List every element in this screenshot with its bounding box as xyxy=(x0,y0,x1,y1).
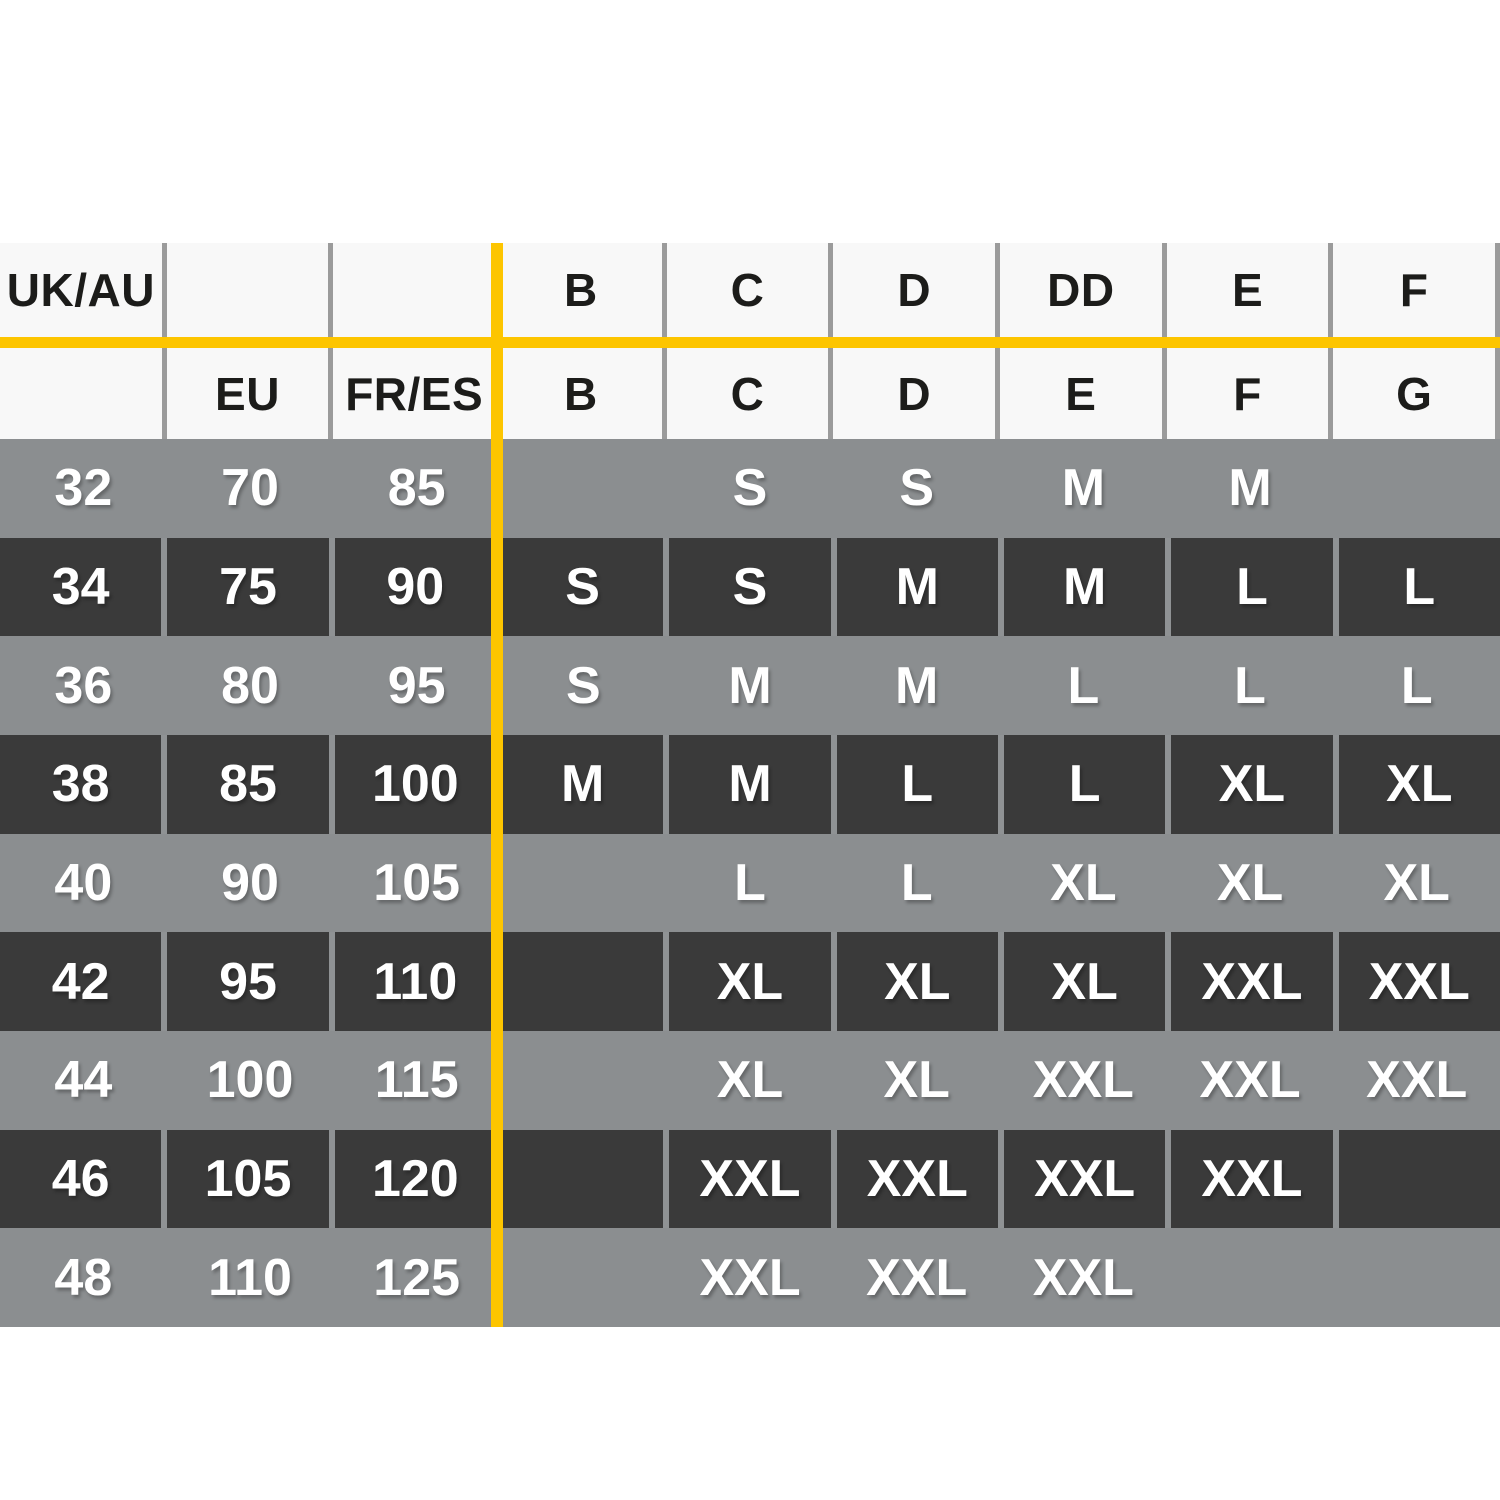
size-cell-r8-c6: XXL xyxy=(1032,1248,1134,1307)
size-cell-r5-c7: XXL xyxy=(1171,932,1338,1031)
size-cell-r7-c2: 120 xyxy=(335,1130,502,1229)
band-header-cell-2 xyxy=(333,243,500,337)
size-cell-r3-c3: M xyxy=(502,735,669,834)
region-header-cell-3: B xyxy=(500,348,667,439)
size-cell-r5-c6: XL xyxy=(1004,932,1171,1031)
size-cell-r1-c7: L xyxy=(1171,538,1338,637)
size-cell-r4-c3 xyxy=(500,834,667,933)
size-cell-r4-c4: L xyxy=(734,854,766,913)
size-cell-r5-c5: XL xyxy=(837,932,1004,1031)
size-row-34 xyxy=(0,538,1500,637)
size-cell-r7-c0: 46 xyxy=(0,1130,167,1229)
size-cell-r7-c8 xyxy=(1339,1130,1500,1229)
size-cell-r8-c7 xyxy=(1167,1228,1334,1327)
band-header-cell-0: UK/AU xyxy=(0,243,167,337)
size-row-32 xyxy=(0,439,1500,538)
region-header-cell-0 xyxy=(0,348,167,439)
size-cell-r2-c2: 95 xyxy=(387,656,446,715)
size-cell-r6-c8: XXL xyxy=(1366,1051,1468,1110)
size-cell-r6-c6: XXL xyxy=(1032,1051,1134,1110)
size-cell-r6-c7: XXL xyxy=(1199,1051,1301,1110)
size-cell-r3-c8: XL xyxy=(1339,735,1500,834)
band-header-cell-3: B xyxy=(500,243,667,337)
yellow-horizontal-divider xyxy=(0,337,1500,348)
size-cell-r1-c6: M xyxy=(1004,538,1171,637)
size-cell-r2-c1: 80 xyxy=(221,656,279,715)
size-cell-r2-c3: S xyxy=(566,656,601,715)
region-header-cell-8: G xyxy=(1333,348,1500,439)
size-cell-r4-c1: 90 xyxy=(221,854,279,913)
header-row-band-sizes xyxy=(0,243,1500,337)
size-cell-r8-c5: XXL xyxy=(866,1248,968,1307)
size-cell-r1-c4: S xyxy=(669,538,836,637)
size-cell-r3-c6: L xyxy=(1004,735,1171,834)
size-cell-r3-c5: L xyxy=(837,735,1004,834)
size-row-48 xyxy=(0,1228,1500,1327)
size-cell-r1-c1: 75 xyxy=(167,538,334,637)
size-cell-r2-c6: L xyxy=(1067,656,1100,715)
band-header-cell-1 xyxy=(167,243,334,337)
size-cell-r0-c3 xyxy=(500,439,667,538)
size-cell-r8-c1: 110 xyxy=(208,1248,292,1307)
size-cell-r5-c1: 95 xyxy=(167,932,334,1031)
size-cell-r0-c5: S xyxy=(899,459,935,518)
size-cell-r2-c5: M xyxy=(895,656,939,715)
size-cell-r6-c4: XL xyxy=(716,1051,784,1110)
size-cell-r6-c5: XL xyxy=(883,1051,950,1110)
size-cell-r3-c0: 38 xyxy=(0,735,167,834)
size-row-44 xyxy=(0,1031,1500,1130)
size-cell-r0-c8 xyxy=(1333,439,1500,538)
band-header-cell-4: C xyxy=(667,243,834,337)
region-header-cell-5: D xyxy=(833,348,1000,439)
size-table-body xyxy=(0,439,1500,1327)
region-header-cell-2: FR/ES xyxy=(333,348,500,439)
size-cell-r5-c0: 42 xyxy=(0,932,167,1031)
size-row-46 xyxy=(0,1130,1500,1229)
size-cell-r2-c4: M xyxy=(728,656,772,715)
size-cell-r7-c3 xyxy=(502,1130,669,1229)
band-header-cell-6: DD xyxy=(1000,243,1167,337)
band-header-cell-8: F xyxy=(1333,243,1500,337)
size-cell-r2-c8: L xyxy=(1400,656,1433,715)
size-cell-r0-c2: 85 xyxy=(387,459,446,518)
size-row-38 xyxy=(0,735,1500,834)
region-header-cell-1: EU xyxy=(167,348,334,439)
size-cell-r8-c4: XXL xyxy=(699,1248,801,1307)
size-cell-r4-c7: XL xyxy=(1216,854,1284,913)
size-cell-r7-c6: XXL xyxy=(1004,1130,1171,1229)
size-cell-r6-c2: 115 xyxy=(374,1051,459,1110)
yellow-vertical-divider xyxy=(491,243,503,1327)
size-cell-r8-c2: 125 xyxy=(373,1248,461,1307)
size-cell-r8-c0: 48 xyxy=(54,1248,113,1307)
size-cell-r4-c8: XL xyxy=(1383,854,1450,913)
size-cell-r4-c0: 40 xyxy=(54,854,113,913)
size-cell-r7-c1: 105 xyxy=(167,1130,334,1229)
size-cell-r1-c0: 34 xyxy=(0,538,167,637)
size-row-42 xyxy=(0,932,1500,1031)
size-cell-r7-c7: XXL xyxy=(1171,1130,1338,1229)
size-cell-r2-c0: 36 xyxy=(54,656,113,715)
size-cell-r5-c4: XL xyxy=(669,932,836,1031)
size-cell-r1-c5: M xyxy=(837,538,1004,637)
size-row-36 xyxy=(0,636,1500,735)
size-cell-r1-c3: S xyxy=(502,538,669,637)
size-row-40 xyxy=(0,834,1500,933)
size-cell-r0-c1: 70 xyxy=(221,459,279,518)
size-cell-r4-c5: L xyxy=(900,854,933,913)
size-cell-r0-c6: M xyxy=(1061,459,1106,518)
size-cell-r7-c5: XXL xyxy=(837,1130,1004,1229)
size-cell-r1-c2: 90 xyxy=(335,538,502,637)
region-header-cell-6: E xyxy=(1000,348,1167,439)
size-cell-r3-c2: 100 xyxy=(335,735,502,834)
band-header-cell-5: D xyxy=(833,243,1000,337)
region-header-cell-4: C xyxy=(667,348,834,439)
size-cell-r7-c4: XXL xyxy=(669,1130,836,1229)
size-cell-r0-c0: 32 xyxy=(54,459,113,518)
size-cell-r1-c8: L xyxy=(1339,538,1500,637)
size-cell-r6-c1: 100 xyxy=(206,1051,294,1110)
size-cell-r3-c4: M xyxy=(669,735,836,834)
size-cell-r4-c2: 105 xyxy=(373,854,461,913)
size-cell-r5-c8: XXL xyxy=(1339,932,1500,1031)
size-cell-r5-c2: 110 xyxy=(335,932,502,1031)
size-cell-r6-c0: 44 xyxy=(54,1051,113,1110)
size-conversion-table xyxy=(0,243,1500,1327)
size-cell-r3-c1: 85 xyxy=(167,735,334,834)
band-header-cell-7: E xyxy=(1167,243,1334,337)
size-cell-r0-c7: M xyxy=(1228,459,1272,518)
region-header-cell-7: F xyxy=(1167,348,1334,439)
size-cell-r6-c3 xyxy=(500,1031,667,1130)
size-cell-r8-c3 xyxy=(500,1228,667,1327)
header-row-region-sizes xyxy=(0,348,1500,439)
size-cell-r4-c6: XL xyxy=(1050,854,1117,913)
size-cell-r0-c4: S xyxy=(732,459,768,518)
size-cell-r3-c7: XL xyxy=(1171,735,1338,834)
size-cell-r5-c3 xyxy=(502,932,669,1031)
size-cell-r2-c7: L xyxy=(1234,656,1266,715)
size-cell-r8-c8 xyxy=(1333,1228,1500,1327)
